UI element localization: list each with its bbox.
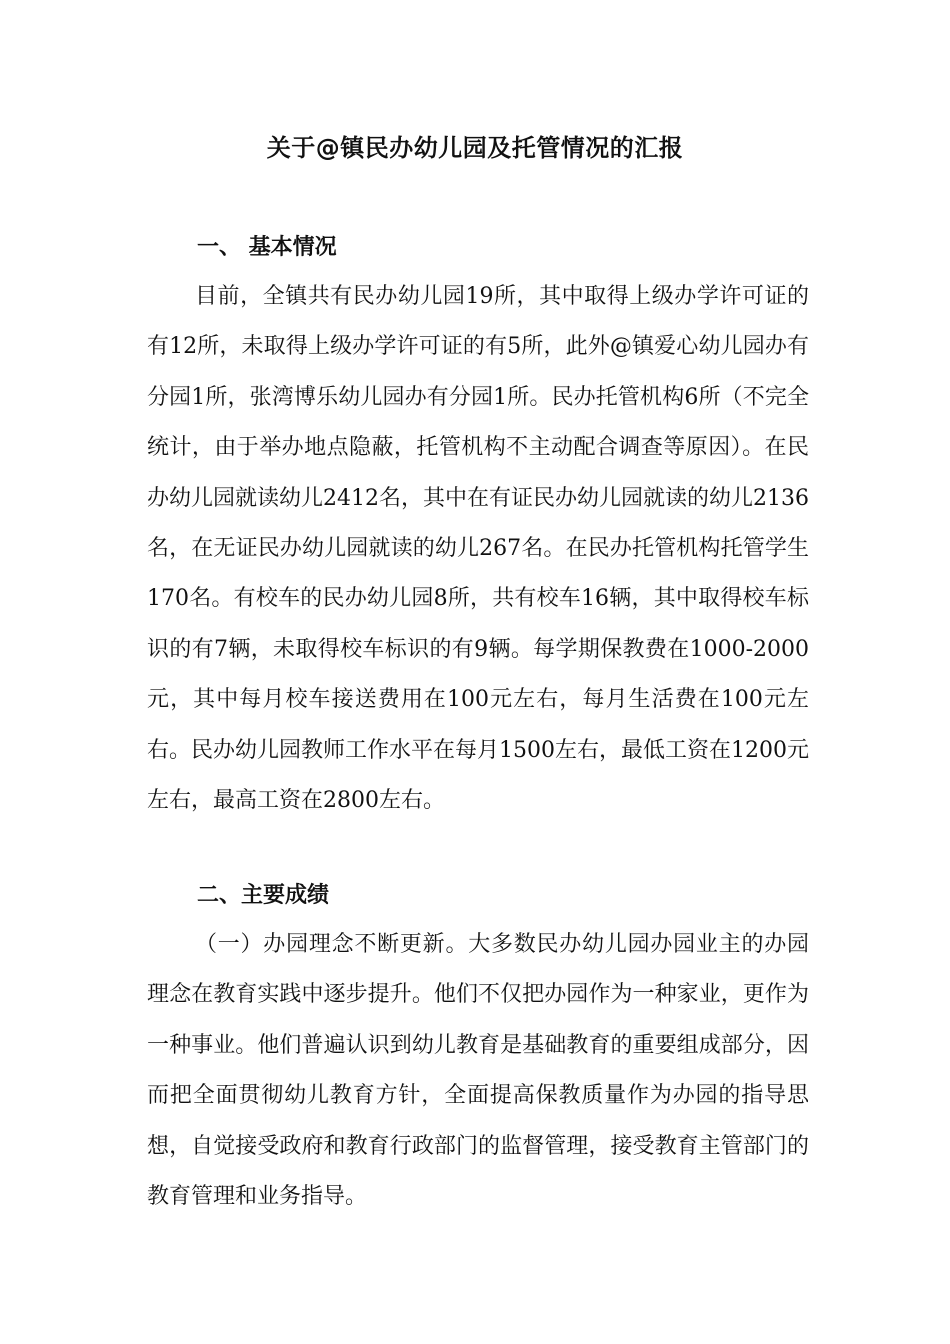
document-title: 关于@镇民办幼儿园及托管情况的汇报 <box>266 134 684 162</box>
section-paragraph-basic-situation: 目前，全镇共有民办幼儿园19所，其中取得上级办学许可证的有12所，未取得上级办学许可证的有5所，此外@镇爱心幼儿园办有分园1所，张湾博乐幼儿园办有分园1所。民办托管机构6所（不完全统计，由于举办地点隐蔽，托管机构不主动配合调查等原因）。在民办幼儿园就读幼儿2412名，其中在有证民办幼儿园就读的幼儿2136名，在无证民办幼儿园就读的幼儿267名。在民办托管机构托管学生170名。有校车的民办幼儿园8所，共有校车16辆，其中取得校车标识的有7辆，未取得校车标识的有9辆。每学期保教费在1000-2000元，其中每月校车接送费用在100元左右，每月生活费在100元左右。民办幼儿园教师工作水平在每月1500左右，最低工资在1200元左右，最高工资在2800左右。 <box>147 284 809 814</box>
section-heading-basic-situation: 一、 基本情况 <box>197 235 337 260</box>
section-heading-main-achievements: 二、主要成绩 <box>197 883 330 908</box>
section-paragraph-main-achievements: （一）办园理念不断更新。大多数民办幼儿园办园业主的办园理念在教育实践中逐步提升。他们不仅把办园作为一种家业，更作为一种事业。他们普遍认识到幼儿教育是基础教育的重要组成部分，因而把全面贯彻幼儿教育方针，全面提高保教质量作为办园的指导思想，自觉接受政府和教育行政部门的监督管理，接受教育主管部门的教育管理和业务指导。 <box>147 932 809 1210</box>
